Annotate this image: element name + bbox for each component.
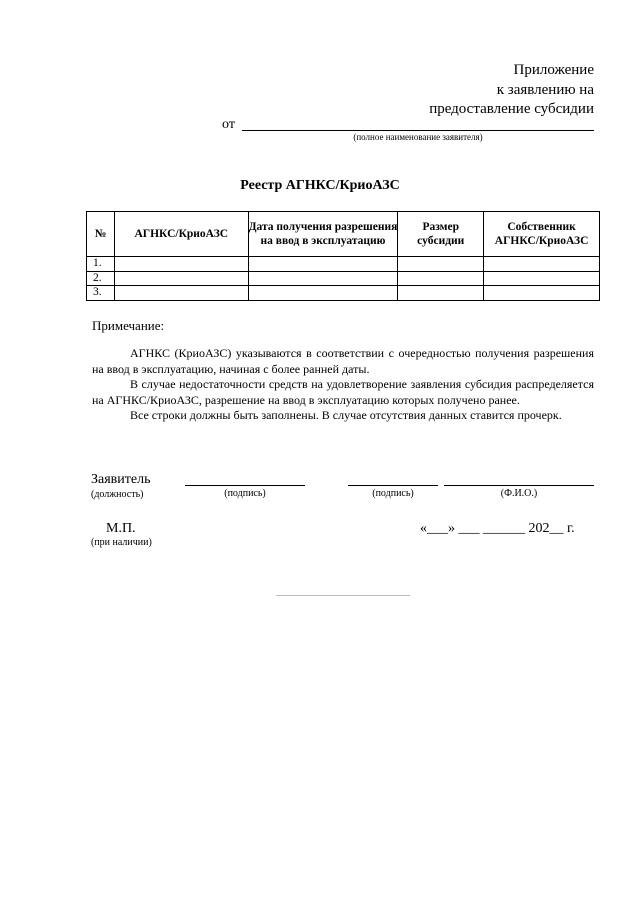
table-cell[interactable]: [484, 286, 600, 301]
annex-line: к заявлению на: [496, 81, 594, 98]
table-cell[interactable]: [484, 271, 600, 286]
table-row: [87, 286, 600, 301]
fio-caption: (Ф.И.О.): [500, 488, 538, 499]
table-cell[interactable]: [248, 271, 398, 286]
registry-table: [86, 211, 600, 301]
table-cell[interactable]: [114, 286, 248, 301]
position-caption: (должность): [91, 489, 144, 500]
footer-divider: [276, 595, 410, 596]
stamp-caption: (при наличии): [91, 537, 152, 548]
row-number: 2.: [87, 271, 115, 286]
note-paragraph: В случае недостаточности средств на удовлетворение заявления субсидия распределяется на АГНКС/КриоАЗС, разрешение на ввод в эксплуатацию которых получено ранее.: [92, 377, 594, 407]
note-text: [92, 346, 594, 424]
table-header-row: [87, 212, 600, 257]
row-number: 3.: [87, 286, 115, 301]
registry-title: Реестр АГНКС/КриоАЗС: [240, 178, 400, 193]
note-paragraph: АГНКС (КриоАЗС) указываются в соответствии с очередностью получения разрешения на ввод в эксплуатацию, начиная с более ранней даты.: [92, 346, 594, 376]
row-number: 1.: [87, 257, 115, 272]
column-header-permit-date: Дата получения разрешения на ввод в эксплуатацию: [248, 212, 398, 257]
note-paragraph: Все строки должны быть заполнены. В случае отсутствия данных ставится прочерк.: [130, 408, 562, 422]
annex-header: [429, 61, 594, 120]
signature-caption: (подпись): [224, 488, 266, 499]
table-cell[interactable]: [398, 257, 484, 272]
annex-line: Приложение: [513, 62, 594, 78]
table-row: [87, 257, 600, 272]
table-cell[interactable]: [248, 286, 398, 301]
table-cell[interactable]: [114, 271, 248, 286]
from-label: от: [222, 117, 235, 132]
table-cell[interactable]: [398, 286, 484, 301]
annex-line: предоставление субсидии: [429, 101, 594, 117]
table-cell[interactable]: [484, 257, 600, 272]
applicant-label: Заявитель: [91, 472, 151, 487]
date-field[interactable]: «___» ___ ______ 202__ г.: [420, 521, 575, 536]
table-row: [87, 271, 600, 286]
signature-caption-second: (подпись): [372, 488, 414, 499]
column-header-subsidy: Размер субсидии: [398, 212, 484, 257]
note-label: Примечание:: [92, 318, 165, 333]
applicant-name-field[interactable]: [242, 130, 594, 131]
stamp-label: М.П.: [106, 521, 136, 536]
applicant-name-caption: (полное наименование заявителя): [353, 132, 483, 142]
column-header-station: АГНКС/КриоАЗС: [114, 212, 248, 257]
fio-line[interactable]: [444, 485, 594, 486]
table-cell[interactable]: [114, 257, 248, 272]
column-header-number: №: [87, 212, 115, 257]
table-cell[interactable]: [248, 257, 398, 272]
table-cell[interactable]: [398, 271, 484, 286]
signature-line[interactable]: [185, 485, 305, 486]
column-header-owner: Собственник АГНКС/КриоАЗС: [484, 212, 600, 257]
signature-line-second[interactable]: [348, 485, 438, 486]
